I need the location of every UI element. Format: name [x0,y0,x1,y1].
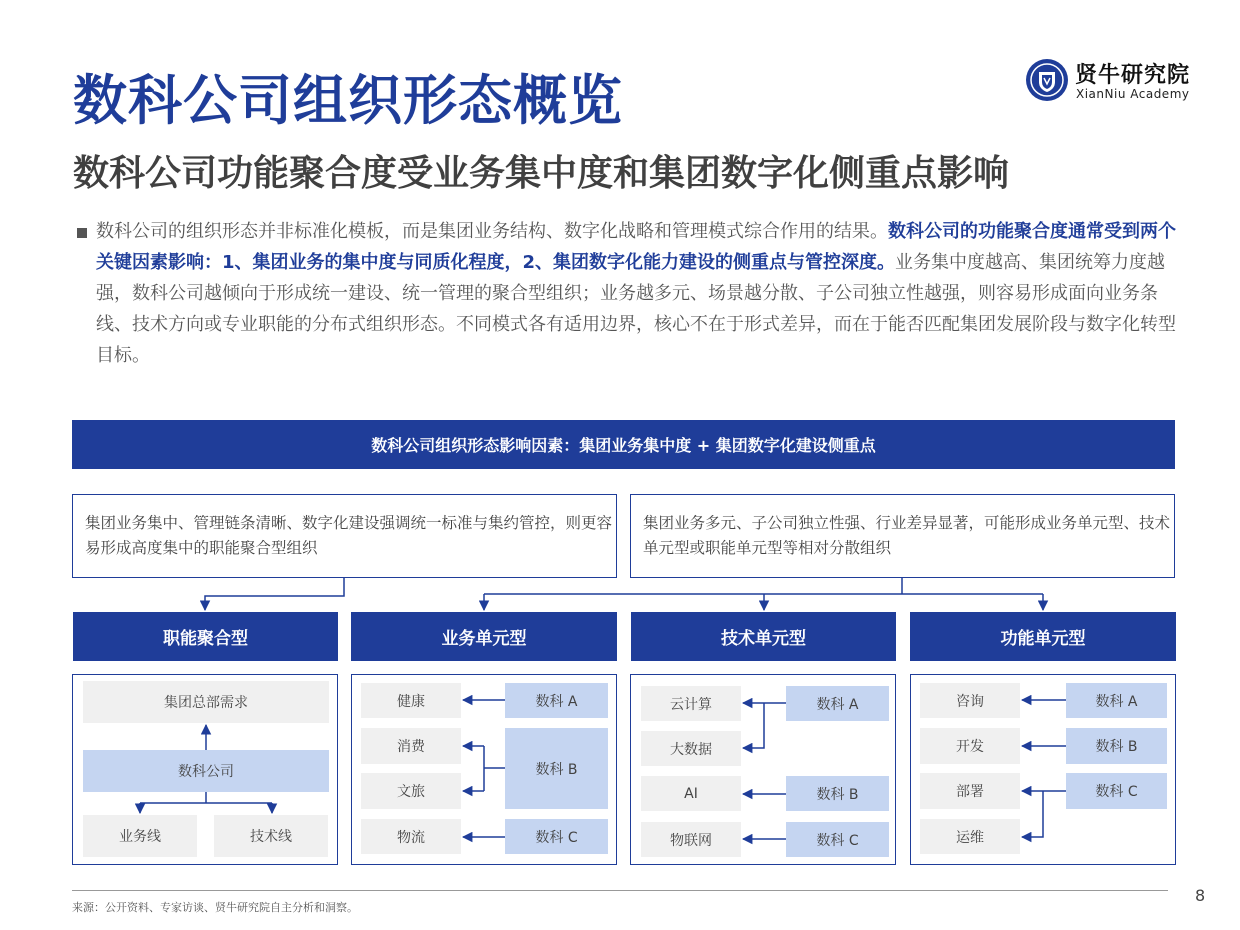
digital-box-b: 数科 B [786,776,889,811]
type-header-business-unit: 业务单元型 [351,612,617,661]
intro-text-bold: 数科公司的功能聚合度通常受到两个关键因素影响：1、集团业务的集中度与同质化程度，2、集团数字化能力建设的侧重点与管控深度。 [96,221,1176,273]
digital-box-c: 数科 C [505,819,608,854]
page-subtitle: 数科公司功能聚合度受业务集中度和集团数字化侧重点影响 [73,153,1010,194]
factors-banner: 数科公司组织形态影响因素：集团业务集中度 + 集团数字化建设侧重点 [72,420,1175,469]
tech-box-cloud: 云计算 [641,686,741,721]
business-line-box: 业务线 [83,815,197,857]
digital-box-a: 数科 A [786,686,889,721]
type-header-functional-aggregate: 职能聚合型 [73,612,338,661]
logo-name: 贤牛研究院 [1075,63,1191,88]
footer-divider [72,890,1168,891]
tech-line-box: 技术线 [214,815,328,857]
function-box-consulting: 咨询 [920,683,1020,718]
source-note: 来源：公开资料、专家访谈、贤牛研究院自主分析和洞察。 [72,901,358,914]
digital-company-box: 数科公司 [83,750,329,792]
hq-demand-box: 集团总部需求 [83,681,329,723]
digital-box-a: 数科 A [1066,683,1167,718]
page-title: 数科公司组织形态概览 [73,69,623,132]
logo-english-name: XianNiu Academy [1076,87,1190,101]
right-description-text: 集团业务多元、子公司独立性强、行业差异显著，可能形成业务单元型、技术单元型或职能单元型等相对分散组织 [643,514,1171,557]
type-header-technology-unit: 技术单元型 [631,612,896,661]
digital-box-b: 数科 B [1066,728,1167,764]
intro-text-2: 业务集中度越高、集团统筹力度越强，数科公司越倾向于形成统一建设、统一管理的聚合型组织；业务越多元、场景越分散、子公司独立性越强，则容易形成面向业务条线、技术方向或专业职能的分布式组织形态。不同模式各有适用边界，核心不在于形式差异，而在于能否匹配集团发展阶段与数字化转型目标。 [96,252,1176,366]
business-box-consumer: 消费 [361,728,461,764]
digital-box-b: 数科 B [505,728,608,809]
tech-box-iot: 物联网 [641,822,741,857]
business-box-tourism: 文旅 [361,773,461,809]
function-box-operations: 运维 [920,819,1020,854]
tech-box-bigdata: 大数据 [641,731,741,766]
digital-box-c: 数科 C [786,822,889,857]
function-box-deployment: 部署 [920,773,1020,809]
page-number: 8 [1195,886,1206,905]
business-box-health: 健康 [361,683,461,718]
tech-box-ai: AI [641,776,741,811]
type-header-function-unit: 功能单元型 [910,612,1176,661]
digital-box-a: 数科 A [505,683,608,718]
business-box-logistics: 物流 [361,819,461,854]
function-box-development: 开发 [920,728,1020,764]
digital-box-c: 数科 C [1066,773,1167,809]
left-description-text: 集团业务集中、管理链条清晰、数字化建设强调统一标准与集约管控，则更容易形成高度集中的职能聚合型组织 [85,514,613,557]
intro-text-1: 数科公司的组织形态并非标准化模板，而是集团业务结构、数字化战略和管理模式综合作用的结果。 [96,221,888,242]
